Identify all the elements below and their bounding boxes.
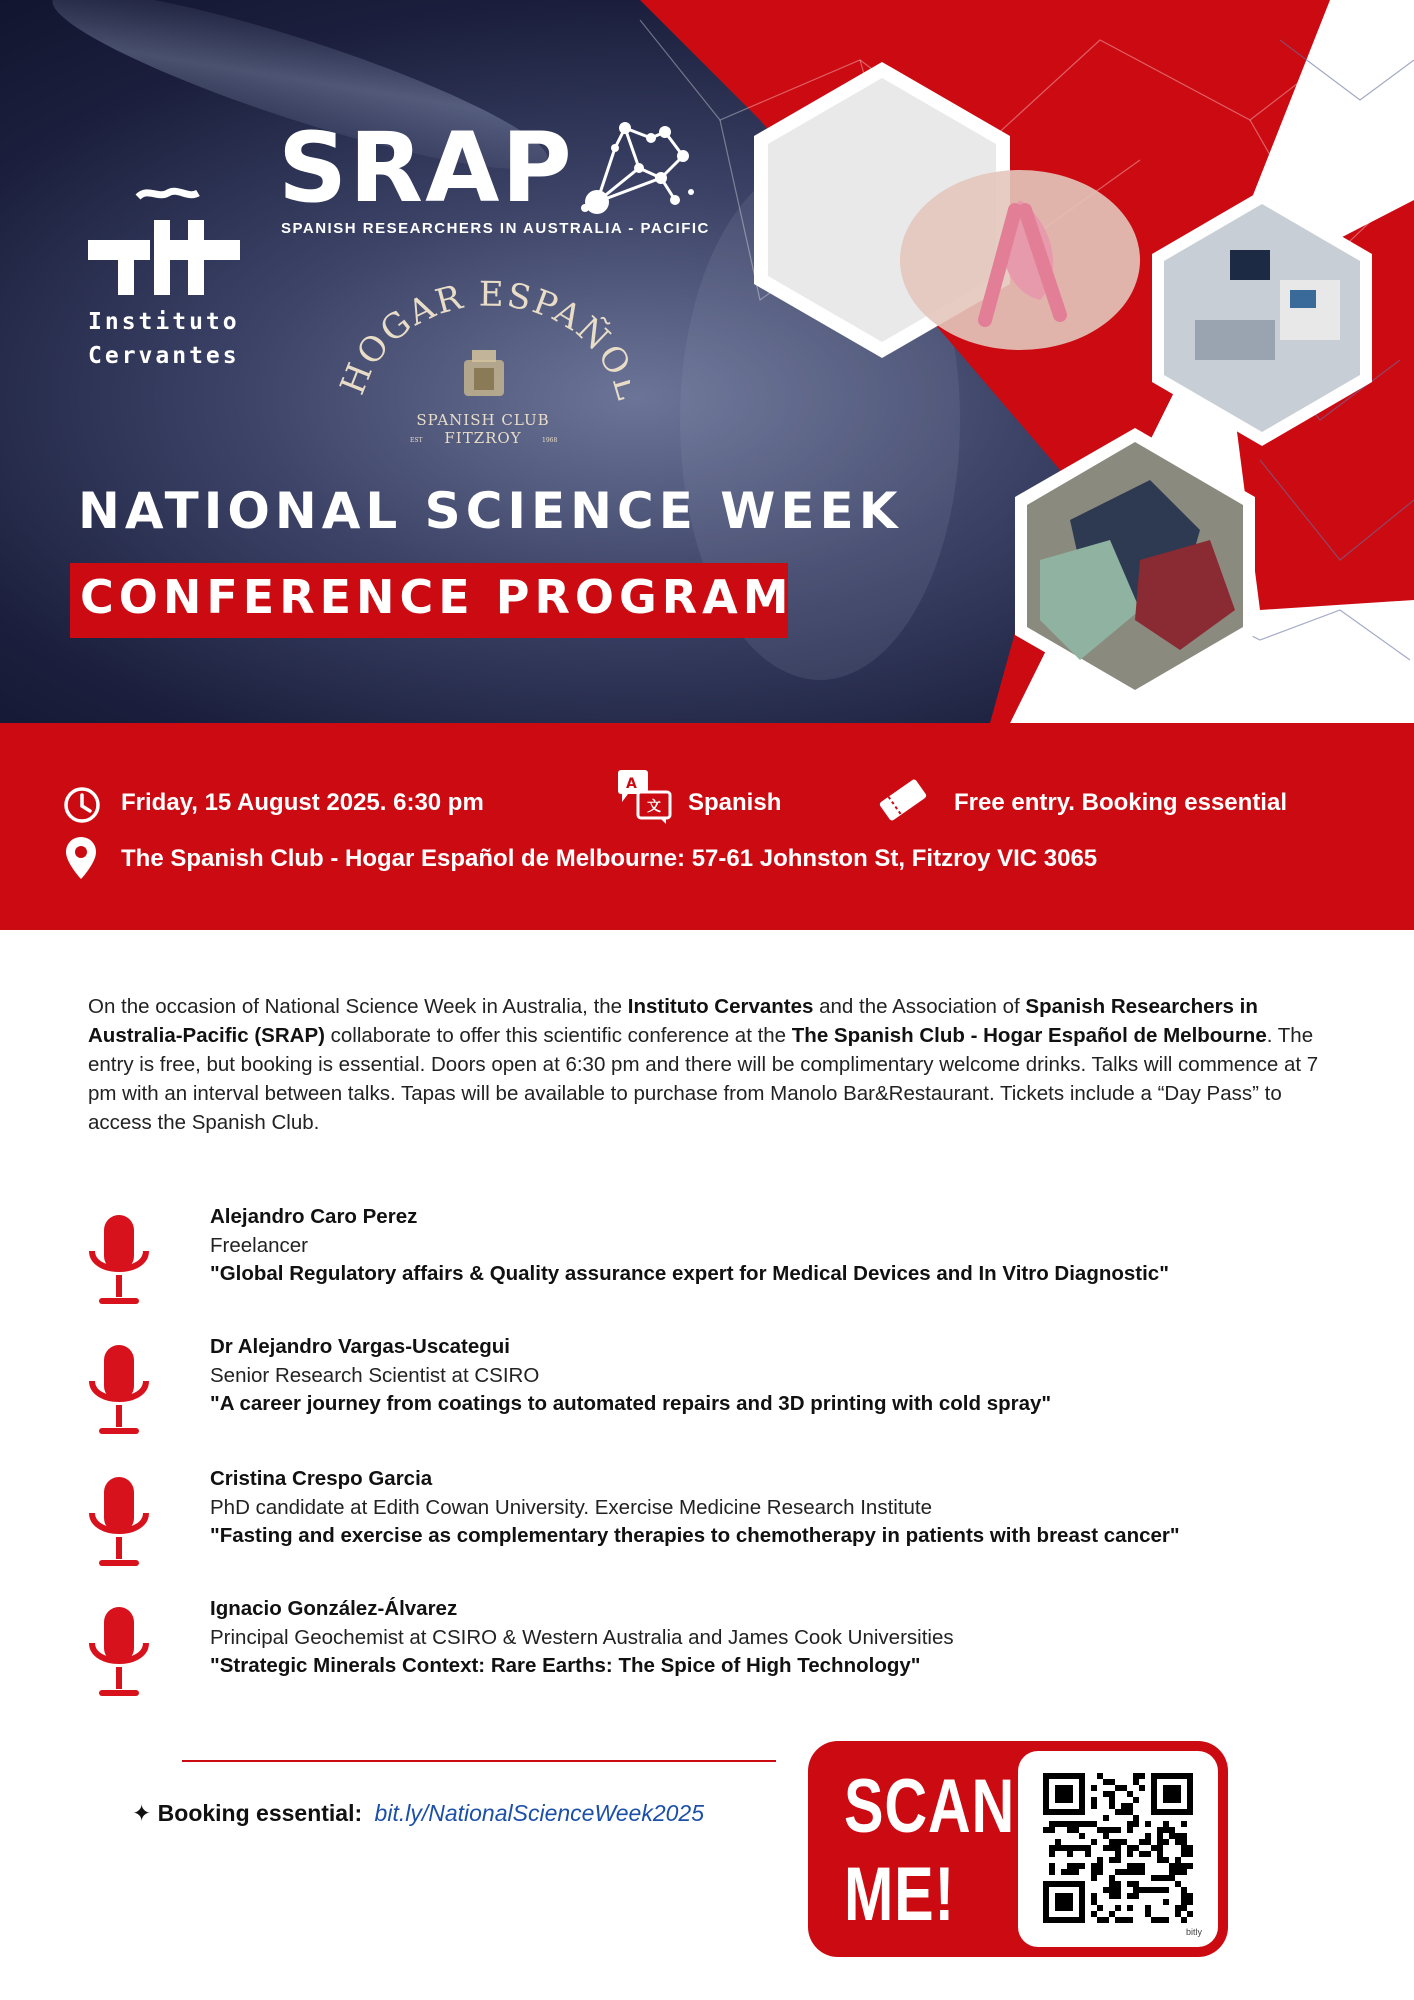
intro-text-run: On the occasion of National Science Week in Australia, the: [88, 995, 628, 1018]
instituto-cervantes-wordmark: Instituto Cervantes: [88, 309, 240, 369]
microphone-icon: [84, 1213, 154, 1309]
talk-title: "Fasting and exercise as complementary therapies to chemotherapy in patients with breast cancer": [210, 1524, 1180, 1547]
speaker-entry: [0, 1597, 1414, 1717]
page-subtitle: CONFERENCE PROGRAM: [80, 570, 794, 624]
talk-title: "A career journey from coatings to automated repairs and 3D printing with cold spray": [210, 1392, 1052, 1415]
footer-divider: [182, 1760, 776, 1762]
speaker-name: Alejandro Caro Perez: [210, 1205, 418, 1228]
intro-text-run: and the Association of: [813, 995, 1026, 1018]
speaker-entry: [0, 1467, 1414, 1587]
svg-text:FITZROY: FITZROY: [444, 429, 522, 447]
translate-icon: [616, 768, 674, 826]
event-language: Spanish: [688, 789, 782, 816]
hero-banner: [0, 0, 1414, 723]
microphone-icon: [84, 1605, 154, 1701]
intro-bold-run: Instituto Cervantes: [627, 995, 814, 1018]
instituto-cervantes-logo-icon: [88, 185, 248, 295]
talk-title: "Global Regulatory affairs & Quality assurance expert for Medical Devices and In Vitro Diagnostic": [210, 1262, 1169, 1285]
hogar-espanol-logo: [330, 280, 630, 455]
speaker-role: Senior Research Scientist at CSIRO: [210, 1364, 540, 1387]
speaker-role: Freelancer: [210, 1234, 308, 1257]
srap-logo-text: SRAP: [278, 112, 574, 224]
svg-text:SPANISH CLUB: SPANISH CLUB: [416, 411, 550, 429]
booking-line: [132, 1800, 704, 1827]
event-date: Friday, 15 August 2025. 6:30 pm: [121, 789, 484, 816]
speaker-entry: [0, 1205, 1414, 1325]
coat-of-arms-icon: [464, 350, 504, 396]
intro-text-run: . The entry is free, but booking is essential. Doors open at 6:30 pm and there will be complimentary welcome drinks. Talks will commence at 7 pm with an interval between talks. Tapas will be available to purchase from Manolo Bar&Restaurant. Tickets include a “Day Pass” to access the Spanish Club.: [88, 1024, 1319, 1134]
qr-code-icon: [1043, 1773, 1193, 1923]
microphone-icon: [84, 1475, 154, 1571]
event-venue: The Spanish Club - Hogar Español de Melbourne: 57-61 Johnston St, Fitzroy VIC 3065: [121, 845, 1098, 872]
speaker-role: PhD candidate at Edith Cowan University. Exercise Medicine Research Institute: [210, 1496, 933, 1519]
booking-label: ✦ Booking essential:: [132, 1800, 363, 1826]
speaker-entry: [0, 1335, 1414, 1455]
page-title: NATIONAL SCIENCE WEEK: [78, 482, 903, 540]
speaker-name: Dr Alejandro Vargas-Uscategui: [210, 1335, 511, 1358]
hogar-espanol-emblem: [330, 280, 630, 450]
qr-code[interactable]: [1018, 1751, 1218, 1947]
constellation-icon: [565, 112, 705, 222]
srap-subtitle: SPANISH RESEARCHERS IN AUSTRALIA - PACIFIC: [281, 220, 710, 237]
speaker-role: Principal Geochemist at CSIRO & Western Australia and James Cook Universities: [210, 1626, 954, 1649]
intro-paragraph: [88, 992, 1338, 1137]
clock-icon: [62, 785, 102, 825]
event-info-bar: [0, 723, 1414, 930]
scan-me-card: [808, 1741, 1228, 1957]
talk-title: "Strategic Minerals Context: Rare Earths: The Spice of High Technology": [210, 1654, 921, 1677]
svg-text:EST: EST: [410, 437, 423, 444]
booking-link[interactable]: bit.ly/NationalScienceWeek2025: [374, 1800, 704, 1826]
location-pin-icon: [64, 835, 98, 881]
intro-text-run: collaborate to offer this scientific conference at the: [324, 1024, 792, 1047]
bitly-brand: bitly: [1185, 1927, 1202, 1937]
event-entry: Free entry. Booking essential: [954, 789, 1287, 816]
speaker-name: Cristina Crespo Garcia: [210, 1467, 433, 1490]
scan-me-text: SCAN ME!: [844, 1764, 1016, 1937]
intro-bold-run: The Spanish Club - Hogar Español de Melbourne: [791, 1024, 1267, 1047]
svg-text:1968: 1968: [542, 437, 558, 444]
svg-text:文: 文: [647, 799, 661, 815]
intro-bold-run: Spanish Researchers in Australia-Pacific (SRAP): [88, 995, 1258, 1047]
svg-text:A: A: [626, 776, 637, 792]
ticket-icon: [875, 775, 931, 825]
microphone-icon: [84, 1343, 154, 1439]
svg-text:HOGAR ESPAÑOL: HOGAR ESPAÑ: [332, 280, 619, 401]
speaker-name: Ignacio González-Álvarez: [210, 1597, 458, 1620]
